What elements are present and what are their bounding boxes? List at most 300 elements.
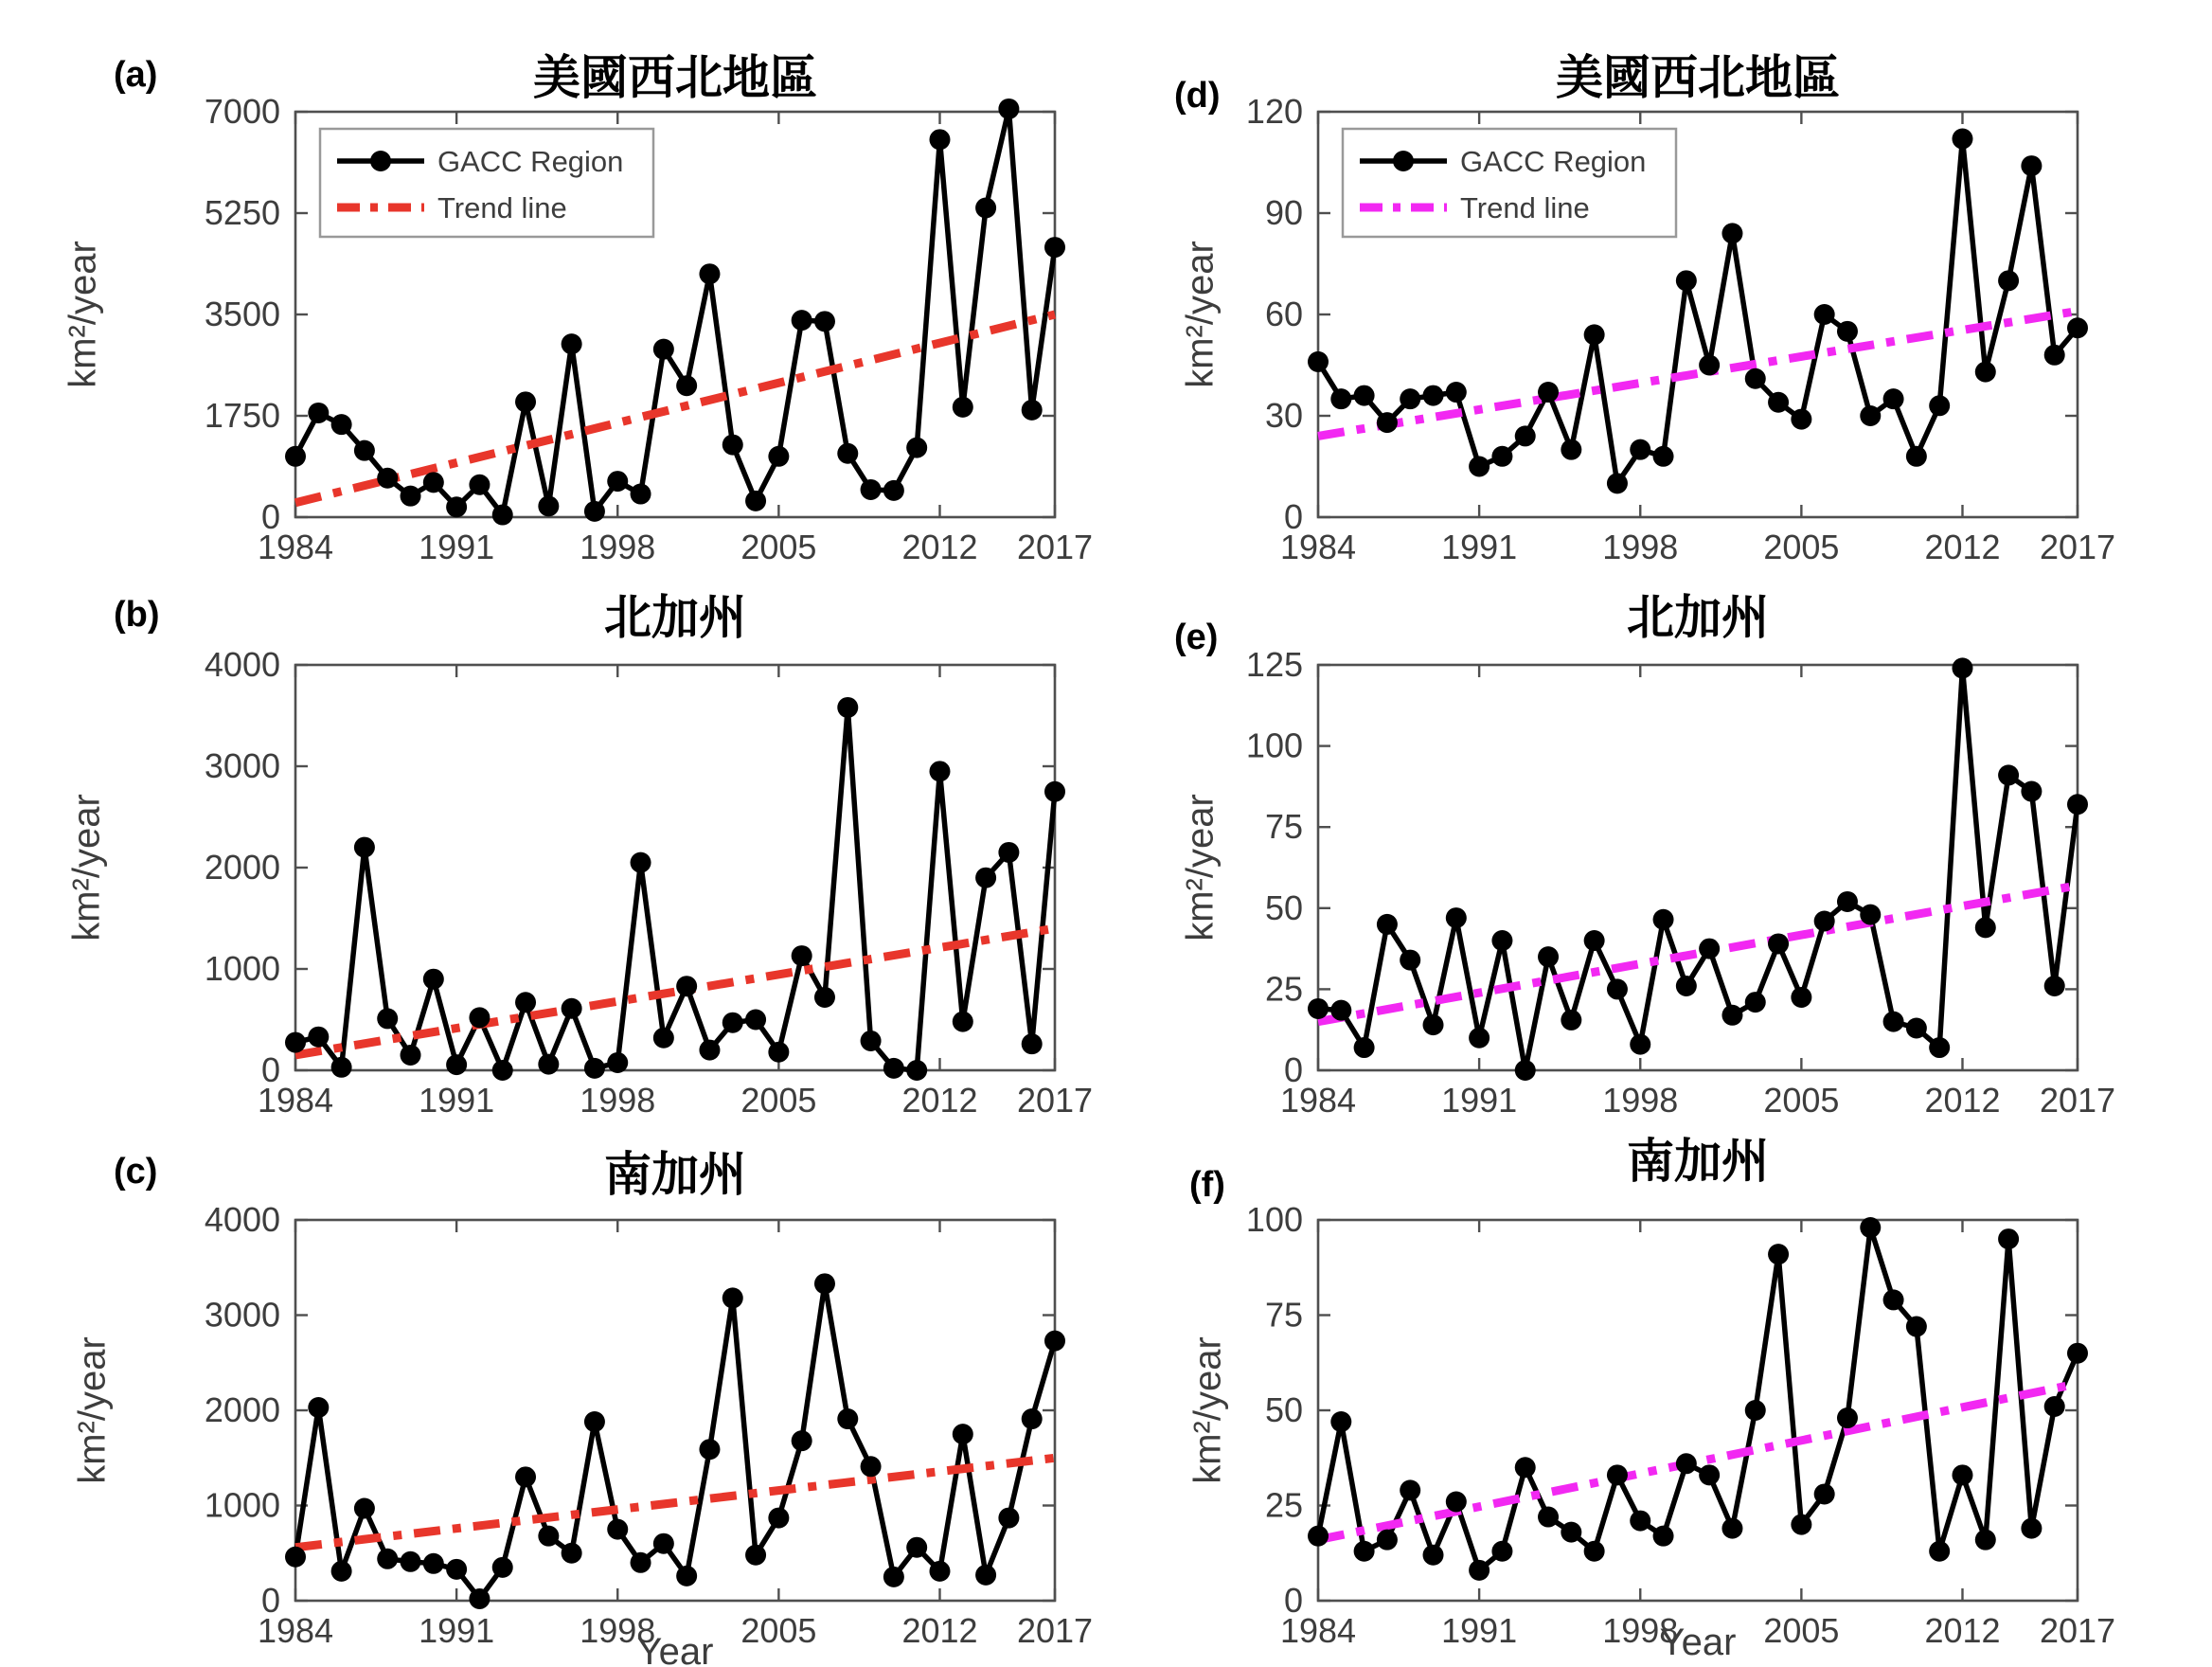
data-point (861, 1456, 882, 1477)
data-point (906, 1537, 927, 1558)
data-point (1446, 382, 1467, 403)
y-tick-label: 1750 (204, 396, 280, 435)
data-point (1929, 1037, 1950, 1058)
data-point (1354, 385, 1375, 406)
data-point (331, 1057, 352, 1078)
data-point (722, 1013, 743, 1033)
x-tick-label: 1991 (419, 1611, 495, 1650)
data-point (285, 1547, 306, 1568)
data-point (1538, 382, 1559, 403)
data-point (929, 129, 950, 150)
data-point (2044, 1396, 2065, 1417)
panel-f-letter: (f) (1189, 1165, 1225, 1205)
y-tick-label: 4000 (204, 645, 280, 684)
data-point (1998, 1228, 2019, 1249)
x-tick-label: 1991 (1441, 528, 1518, 566)
data-point (1022, 1033, 1043, 1054)
trend-line-f (1318, 1384, 2078, 1540)
data-point (401, 486, 421, 507)
data-point (1044, 1331, 1065, 1352)
data-point (607, 471, 628, 492)
data-point (792, 945, 812, 966)
data-point (814, 987, 835, 1008)
data-point (653, 1533, 674, 1554)
y-tick-label: 3500 (204, 295, 280, 333)
panel-e-letter: (e) (1174, 618, 1219, 657)
data-point (1906, 1017, 1927, 1038)
x-tick-label: 2012 (901, 528, 978, 566)
data-point (1883, 388, 1904, 409)
data-point (653, 1028, 674, 1049)
x-tick-label: 1984 (257, 1081, 334, 1120)
data-point (1607, 1464, 1628, 1485)
data-point (975, 868, 996, 888)
data-point (1814, 1483, 1835, 1504)
data-point (1837, 1407, 1858, 1428)
data-point (699, 1040, 720, 1061)
legend-series-marker (370, 151, 391, 171)
data-point (745, 1010, 766, 1031)
data-point (837, 1408, 858, 1429)
data-point (423, 969, 444, 990)
data-point (745, 491, 766, 511)
panel-c-title: 南加州 (604, 1148, 746, 1201)
x-tick-label: 1991 (1441, 1081, 1518, 1120)
data-point (1768, 392, 1789, 413)
y-tick-label: 125 (1245, 645, 1303, 684)
data-point (975, 197, 996, 218)
data-point (1354, 1037, 1375, 1058)
data-point (1929, 1541, 1950, 1562)
gacc-series-line-f (1318, 1228, 2078, 1570)
data-point (584, 501, 605, 522)
data-point (1538, 946, 1559, 967)
data-point (1022, 1408, 1043, 1429)
panel-d-letter: (d) (1174, 76, 1221, 116)
data-point (584, 1411, 605, 1432)
data-point (1837, 321, 1858, 342)
x-tick-label: 2012 (1924, 528, 2001, 566)
data-point (861, 1031, 882, 1051)
panel-c-xlabel: Year (636, 1631, 714, 1667)
data-point (2067, 1343, 2088, 1364)
data-point (469, 1588, 490, 1609)
data-point (515, 992, 536, 1013)
panel-c-ylabel: km²/year (71, 1336, 114, 1484)
gacc-series-line-e (1318, 668, 2078, 1070)
y-tick-label: 75 (1264, 807, 1303, 847)
data-point (1446, 907, 1467, 928)
y-tick-label: 0 (1283, 497, 1303, 536)
data-point (1952, 1464, 1972, 1485)
data-point (1584, 930, 1605, 951)
plot-border-e (1318, 665, 2078, 1070)
panel-d-ylabel: km²/year (1179, 241, 1222, 388)
y-tick-label: 3000 (204, 746, 280, 785)
data-point (768, 1508, 789, 1529)
data-point (1330, 1411, 1351, 1432)
y-tick-label: 3000 (204, 1295, 280, 1335)
data-point (1975, 1530, 1996, 1550)
data-point (1860, 1217, 1881, 1238)
data-point (1768, 1244, 1789, 1264)
data-point (998, 842, 1019, 863)
data-point (745, 1545, 766, 1566)
data-point (538, 495, 559, 516)
data-point (1491, 1541, 1512, 1562)
data-point (814, 311, 835, 332)
legend-trend-label: Trend line (437, 191, 567, 224)
data-point (631, 484, 651, 505)
data-point (285, 446, 306, 467)
panel-d-title: 美國西北地區 (1556, 51, 1840, 104)
y-tick-label: 1000 (204, 949, 280, 988)
x-tick-label: 2012 (1924, 1081, 2001, 1120)
data-point (1044, 237, 1065, 258)
y-tick-label: 2000 (204, 1390, 280, 1429)
data-point (722, 435, 743, 456)
data-point (676, 976, 697, 996)
data-point (308, 403, 329, 423)
data-point (354, 1498, 375, 1519)
data-point (1561, 439, 1581, 460)
data-point (1952, 129, 1972, 150)
y-tick-label: 25 (1264, 969, 1303, 1009)
data-point (906, 438, 927, 458)
data-point (2021, 781, 2042, 802)
data-point (377, 1008, 398, 1029)
data-point (492, 505, 513, 526)
data-point (837, 697, 858, 718)
x-tick-label: 1998 (580, 1081, 656, 1120)
data-point (469, 1007, 490, 1028)
data-point (1469, 1560, 1490, 1581)
x-tick-label: 1984 (257, 528, 334, 566)
data-point (1400, 388, 1420, 409)
data-point (1906, 446, 1927, 467)
legend-series-label: GACC Region (437, 145, 624, 178)
data-point (1423, 1545, 1444, 1566)
trend-line-c (295, 1458, 1055, 1547)
y-tick-label: 7000 (204, 92, 280, 131)
x-tick-label: 1998 (1602, 1611, 1679, 1650)
data-point (354, 440, 375, 461)
data-point (768, 446, 789, 467)
data-point (631, 852, 651, 873)
data-point (1721, 1005, 1742, 1026)
data-point (1423, 385, 1444, 406)
data-point (792, 310, 812, 331)
x-tick-label: 1984 (1279, 1611, 1357, 1650)
data-point (929, 1561, 950, 1582)
data-point (331, 1561, 352, 1582)
data-point (722, 1287, 743, 1308)
data-point (814, 1273, 835, 1294)
y-tick-label: 50 (1264, 1390, 1303, 1429)
data-point (1906, 1317, 1927, 1337)
data-point (1469, 457, 1490, 477)
data-point (929, 761, 950, 781)
data-point (1998, 764, 2019, 785)
data-point (1330, 388, 1351, 409)
panel-f-xlabel: Year (1659, 1622, 1737, 1663)
data-point (1561, 1522, 1581, 1543)
data-point (1561, 1010, 1581, 1031)
x-tick-label: 2017 (1016, 1611, 1094, 1650)
data-point (837, 443, 858, 464)
panel-c-letter: (c) (114, 1152, 158, 1192)
x-tick-label: 2012 (901, 1611, 978, 1650)
data-point (792, 1430, 812, 1451)
x-tick-label: 1984 (1279, 528, 1357, 566)
x-tick-label: 2005 (1763, 1081, 1840, 1120)
data-point (562, 1543, 582, 1564)
data-point (423, 1553, 444, 1574)
data-point (562, 998, 582, 1019)
x-tick-label: 2012 (901, 1081, 978, 1120)
data-point (562, 333, 582, 354)
data-point (538, 1526, 559, 1547)
y-tick-label: 30 (1264, 396, 1303, 435)
data-point (953, 1424, 973, 1444)
data-point (1491, 930, 1512, 951)
data-point (1423, 1014, 1444, 1035)
data-point (1768, 933, 1789, 954)
plot-border-c (295, 1220, 1055, 1601)
panel-b-ylabel: km²/year (65, 794, 108, 941)
data-point (953, 397, 973, 418)
data-point (2021, 1518, 2042, 1539)
panel-e-title: 北加州 (1627, 591, 1769, 644)
data-point (676, 1566, 697, 1586)
x-tick-label: 2005 (740, 1611, 817, 1650)
x-tick-label: 2012 (1924, 1611, 2001, 1650)
legend-series-marker (1393, 151, 1414, 171)
data-point (1791, 409, 1811, 430)
data-point (1975, 362, 1996, 383)
data-point (1630, 1034, 1650, 1055)
data-point (1308, 351, 1329, 372)
panel-e-ylabel: km²/year (1179, 794, 1222, 941)
x-tick-label: 1984 (257, 1611, 334, 1650)
x-tick-label: 2017 (2039, 1611, 2116, 1650)
x-tick-label: 2017 (2039, 528, 2116, 566)
data-point (1515, 425, 1536, 446)
x-tick-label: 1998 (1602, 528, 1679, 566)
data-point (401, 1551, 421, 1572)
panel-b-title: 北加州 (604, 591, 746, 644)
data-point (2067, 317, 2088, 338)
data-point (1044, 781, 1065, 802)
y-tick-label: 4000 (204, 1200, 280, 1239)
data-point (1607, 978, 1628, 999)
data-point (883, 480, 904, 501)
data-point (1400, 1479, 1420, 1500)
data-point (515, 391, 536, 412)
data-point (699, 1439, 720, 1460)
data-point (1491, 446, 1512, 467)
data-point (1745, 1400, 1766, 1421)
data-point (631, 1552, 651, 1573)
data-point (1883, 1012, 1904, 1032)
y-tick-label: 5250 (204, 193, 280, 232)
y-tick-label: 75 (1264, 1295, 1303, 1335)
data-point (1308, 1526, 1329, 1547)
data-point (377, 468, 398, 489)
x-tick-label: 1998 (580, 528, 656, 566)
data-point (2021, 155, 2042, 176)
y-tick-label: 0 (1283, 1050, 1303, 1089)
legend-series-label: GACC Region (1460, 145, 1647, 178)
data-point (1377, 914, 1398, 935)
data-point (446, 1054, 467, 1075)
data-point (1354, 1541, 1375, 1562)
x-tick-label: 2005 (740, 1081, 817, 1120)
data-point (1607, 473, 1628, 493)
data-point (883, 1058, 904, 1079)
data-point (1630, 1511, 1650, 1532)
data-point (1814, 304, 1835, 325)
data-point (699, 263, 720, 284)
data-point (584, 1058, 605, 1079)
data-point (1676, 270, 1697, 291)
data-point (998, 99, 1019, 119)
panel-f-ylabel: km²/year (1186, 1336, 1229, 1484)
data-point (2044, 345, 2065, 366)
data-point (906, 1060, 927, 1081)
legend-trend-label: Trend line (1460, 191, 1590, 224)
data-point (446, 496, 467, 517)
data-point (861, 479, 882, 500)
y-tick-label: 0 (260, 1581, 280, 1620)
data-point (1699, 1464, 1720, 1485)
x-tick-label: 2005 (740, 528, 817, 566)
data-point (1860, 405, 1881, 426)
y-tick-label: 0 (1283, 1581, 1303, 1620)
data-point (401, 1045, 421, 1066)
y-tick-label: 60 (1264, 295, 1303, 333)
data-point (377, 1549, 398, 1569)
data-point (354, 837, 375, 858)
data-point (1538, 1507, 1559, 1528)
data-point (1814, 910, 1835, 931)
data-point (676, 375, 697, 396)
data-point (1630, 439, 1650, 460)
panel-a-letter: (a) (114, 55, 158, 95)
data-point (1975, 917, 1996, 938)
data-point (1469, 1028, 1490, 1049)
data-point (607, 1052, 628, 1073)
y-tick-label: 2000 (204, 848, 280, 887)
data-point (1791, 1515, 1811, 1535)
data-point (285, 1032, 306, 1053)
y-tick-label: 50 (1264, 887, 1303, 927)
data-point (768, 1042, 789, 1063)
data-point (2044, 976, 2065, 996)
x-tick-label: 1991 (419, 1081, 495, 1120)
data-point (1584, 1541, 1605, 1562)
data-point (1699, 355, 1720, 376)
data-point (1699, 939, 1720, 959)
x-tick-label: 1998 (580, 1611, 656, 1650)
x-tick-label: 2017 (1016, 1081, 1094, 1120)
data-point (2067, 794, 2088, 815)
data-point (1745, 368, 1766, 389)
data-point (975, 1565, 996, 1586)
data-point (1377, 1530, 1398, 1550)
y-tick-label: 100 (1245, 726, 1303, 765)
x-tick-label: 2017 (1016, 528, 1094, 566)
data-point (1929, 395, 1950, 416)
y-tick-label: 1000 (204, 1485, 280, 1525)
panel-a-title: 美國西北地區 (533, 51, 817, 104)
data-point (1745, 992, 1766, 1013)
data-point (308, 1397, 329, 1418)
data-point (653, 339, 674, 360)
x-tick-label: 2005 (1763, 528, 1840, 566)
trend-line-b (295, 928, 1055, 1055)
data-point (1676, 1453, 1697, 1474)
x-tick-label: 2005 (1763, 1611, 1840, 1650)
data-point (1883, 1289, 1904, 1310)
data-point (1860, 905, 1881, 925)
data-point (1400, 950, 1420, 971)
y-tick-label: 100 (1245, 1200, 1303, 1239)
data-point (446, 1559, 467, 1580)
data-point (1446, 1491, 1467, 1512)
data-point (1952, 657, 1972, 678)
data-point (1377, 412, 1398, 433)
y-tick-label: 90 (1264, 193, 1303, 232)
x-tick-label: 1991 (1441, 1611, 1518, 1650)
data-point (308, 1027, 329, 1048)
data-point (953, 1012, 973, 1032)
data-point (1308, 998, 1329, 1019)
data-point (1584, 324, 1605, 345)
data-point (1676, 976, 1697, 996)
trend-line-a (295, 314, 1055, 503)
data-point (1721, 1518, 1742, 1539)
data-point (1721, 223, 1742, 243)
panel-a-ylabel: km²/year (62, 241, 104, 388)
x-tick-label: 1984 (1279, 1081, 1357, 1120)
y-tick-label: 0 (260, 497, 280, 536)
data-point (331, 414, 352, 435)
x-tick-label: 2017 (2039, 1081, 2116, 1120)
data-point (998, 1508, 1019, 1529)
data-point (1653, 909, 1674, 930)
data-point (469, 475, 490, 495)
data-point (607, 1519, 628, 1540)
y-tick-label: 0 (260, 1050, 280, 1089)
x-tick-label: 1991 (419, 528, 495, 566)
data-point (1022, 400, 1043, 421)
y-tick-label: 25 (1264, 1485, 1303, 1525)
data-point (1791, 987, 1811, 1008)
data-point (1515, 1457, 1536, 1478)
trend-line-e (1318, 886, 2078, 1022)
data-point (883, 1567, 904, 1587)
panel-b-letter: (b) (114, 595, 160, 635)
panel-f-title: 南加州 (1627, 1135, 1769, 1188)
data-point (492, 1557, 513, 1578)
data-point (1837, 891, 1858, 912)
data-point (1653, 446, 1674, 467)
data-point (515, 1466, 536, 1487)
data-point (1998, 270, 2019, 291)
data-point (1330, 1000, 1351, 1021)
x-tick-label: 1998 (1602, 1081, 1679, 1120)
